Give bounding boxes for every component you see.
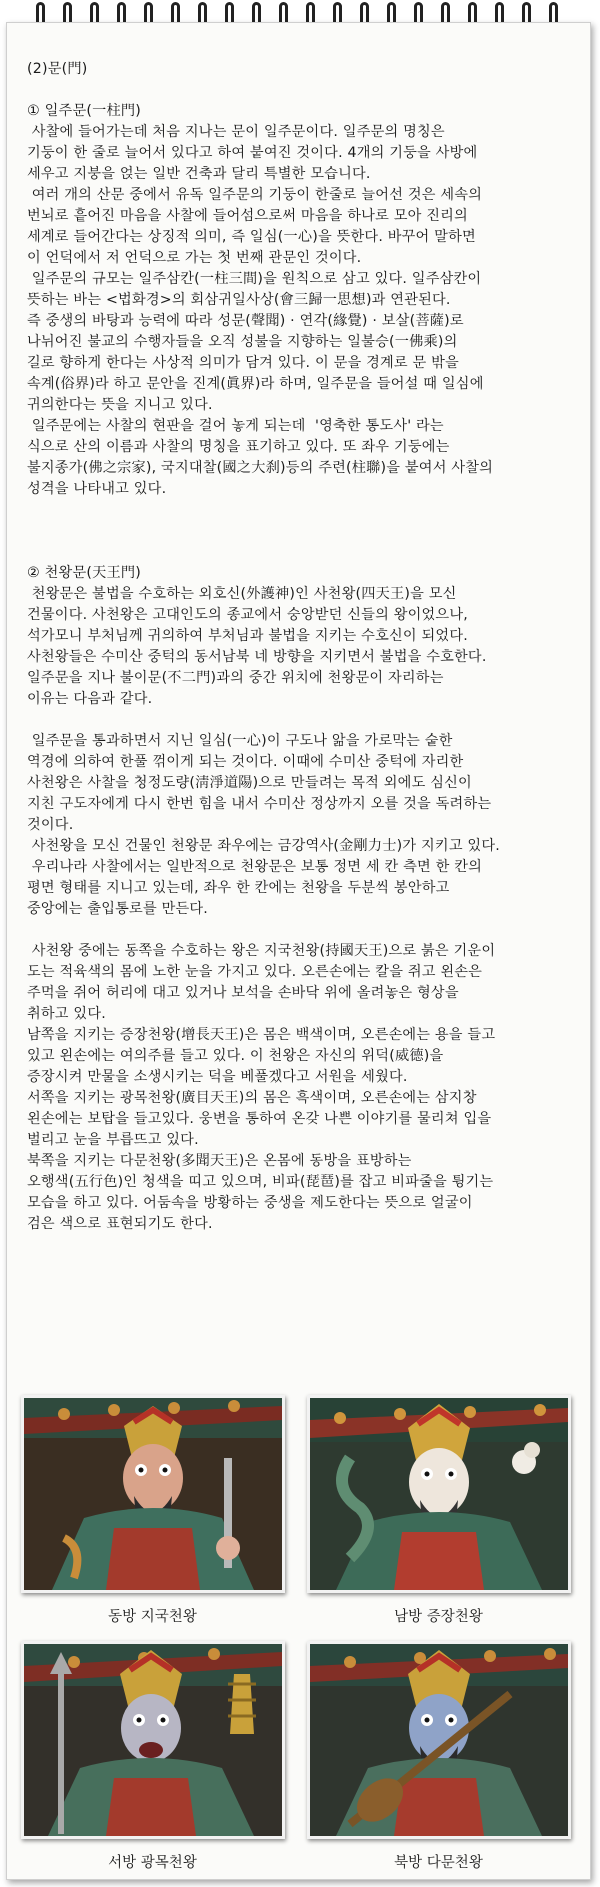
photo-card-south	[307, 1395, 570, 1626]
east-king-statue-photo	[21, 1395, 285, 1593]
photo-caption: 동방 지국천왕	[108, 1609, 197, 1625]
west-king-statue-photo	[21, 1641, 285, 1839]
notebook-page	[6, 22, 591, 1880]
photo-caption: 북방 다문천왕	[394, 1855, 483, 1871]
binder-ring-icon	[495, 2, 504, 24]
binder-ring-icon	[441, 2, 450, 24]
binder-ring-icon	[144, 2, 153, 24]
photo-card-west	[21, 1641, 284, 1872]
binder-ring-icon	[117, 2, 126, 24]
binder-ring-icon	[468, 2, 477, 24]
il-ju-mun-paragraph: 사찰에 들어가는데 처음 지나는 문이 일주문이다. 일주문의 명칭은 기둥이 한 줄로 늘어서 있다고 하여 붙여진 것이다. 4개의 기둥을 사방에 세우고 지붕을 얹는 일반 건축과 달리 특별한 모습니다. 여러 개의 산문 중에서 유독 일주문의 기둥이 한줄로 늘어선 것은 세속의 번뇌로 흩어진 마음을 사찰에 들어섬으로써 마음을 하나로 모아 진리의 세계로 들어간다는 상징적 의미, 즉 일심(一心)을 뜻한다. 바꾸어 말하면 이 언덕에서 저 언덕으로 가는 첫 번째 관문인 것이다. 일주문의 규모는 일주삼칸(一柱三間)을 원칙으로 삼고 있다. 일주삼칸이 뜻하는 바는 <법화경>의 회삼귀일사상(會三歸一思想)과 연관된다. 즉 중생의 바탕과 능력에 따라 성문(聲聞) · 연각(緣覺) · 보살(菩薩)로 나뉘어진 불교의 수행자들을 오직 성불을 지향하는 일불승(一佛乘)의 길로 향하게 한다는 사상적 의미가 담겨 있다. 이 문을 경계로 문 밖을 속계(俗界)라 하고 문안을 진계(眞界)라 하며, 일주문을 들어설 때 일심에 귀의한다는 뜻을 지니고 있다. 일주문에는 사찰의 현판을 걸어 놓게 되는데 '영축한 통도사' 라는 식으로 산의 이름과 사찰의 명칭을 표기하고 있다. 또 좌우 기둥에는 불지종가(佛之宗家), 국지대찰(國之大刹)등의 주련(柱聯)을 붙여서 사찰의 성격을 나타내고 있다.	[27, 124, 494, 497]
photo-caption: 서방 광목천왕	[108, 1855, 197, 1871]
binder-ring-icon	[36, 2, 45, 24]
binder-ring-icon	[549, 2, 558, 24]
binder-ring-icon	[387, 2, 396, 24]
binder-ring-icon	[90, 2, 99, 24]
binder-ring-icon	[198, 2, 207, 24]
south-king-statue-photo	[307, 1395, 571, 1593]
north-king-statue-photo	[307, 1641, 571, 1839]
section-title: (2)문(門)	[27, 61, 88, 77]
photo-caption: 남방 증장천왕	[394, 1609, 483, 1625]
il-ju-mun-heading: ① 일주문(一柱門)	[27, 103, 141, 119]
photo-card-east	[21, 1395, 284, 1626]
binder-ring-icon	[360, 2, 369, 24]
binder-ring-icon	[306, 2, 315, 24]
cheon-wang-mun-paragraph: 사천왕 중에는 동쪽을 수호하는 왕은 지국천왕(持國天王)으로 붉은 기운이 도는 적육색의 몸에 노한 눈을 가지고 있다. 오른손에는 칼을 쥐고 왼손은 주먹을 쥐어 허리에 대고 있거나 보석을 손바닥 위에 올려놓은 형상을 취하고 있다. 남쪽을 지키는 증장천왕(增長天王)은 몸은 백색이며, 오른손에는 용을 들고 있고 왼손에는 여의주를 들고 있다. 이 천왕은 자신의 위덕(威德)을 증장시켜 만물을 소생시키는 덕을 베풀겠다고 서원을 세웠다. 서쪽을 지키는 광목천왕(廣目天王)의 몸은 흑색이며, 오른손에는 삼지창 왼손에는 보탑을 들고있다. 웅변을 통하여 온갖 나쁜 이야기를 물리쳐 입을 벌리고 눈을 부릅뜨고 있다. 북쪽을 지키는 다문천왕(多聞天王)은 온몸에 동방을 표방하는 오행색(五行色)인 청색을 띠고 있으며, 비파(琵琶)를 잡고 비파줄을 튕기는 모습을 하고 있다. 어둠속을 방황하는 중생을 제도한다는 뜻으로 얼굴이 검은 색으로 표현되기도 한다.	[27, 943, 496, 1232]
binder-ring-icon	[522, 2, 531, 24]
cheon-wang-mun-paragraph: 일주문을 통과하면서 지닌 일심(一心)이 구도나 앎을 가로막는 숱한 역경에 의하여 한풀 꺾이게 되는 것이다. 이때에 수미산 중턱에 자리한 사천왕은 사찰을 청정도량(淸淨道陽)으로 만들려는 목적 외에도 심신이 지친 구도자에게 다시 한번 힘을 내서 수미산 정상까지 오를 것을 독려하는 것이다. 사천왕을 모신 건물인 천왕문 좌우에는 금강역사(金剛力士)가 지키고 있다. 우리나라 사찰에서는 일반적으로 천왕문은 보통 정면 세 칸 측면 한 칸의 평면 형태를 지니고 있는데, 좌우 한 칸에는 천왕을 두분씩 봉안하고 중앙에는 출입통로를 만든다.	[27, 733, 500, 917]
binder-ring-icon	[225, 2, 234, 24]
binder-ring-icon	[333, 2, 342, 24]
cheon-wang-mun-paragraph: 천왕문은 불법을 수호하는 외호신(外護神)인 사천왕(四天王)을 모신 건물이다. 사천왕은 고대인도의 종교에서 숭앙받던 신들의 왕이었으나, 석가모니 부처님께 귀의하여 부처님과 불법을 지키는 수호신이 되었다. 사천왕들은 수미산 중턱의 동서남북 네 방향을 지키면서 불법을 수호한다. 일주문을 지나 불이문(不二門)과의 중간 위치에 천왕문이 자리하는 이유는 다음과 같다.	[27, 586, 487, 707]
binder-ring-icon	[414, 2, 423, 24]
binder-ring-icon	[279, 2, 288, 24]
article-body	[27, 59, 575, 1235]
binder-ring-icon	[171, 2, 180, 24]
photo-card-north	[307, 1641, 570, 1872]
binder-ring-icon	[63, 2, 72, 24]
binder-ring-icon	[252, 2, 261, 24]
cheon-wang-mun-heading: ② 천왕문(天王門)	[27, 565, 141, 581]
